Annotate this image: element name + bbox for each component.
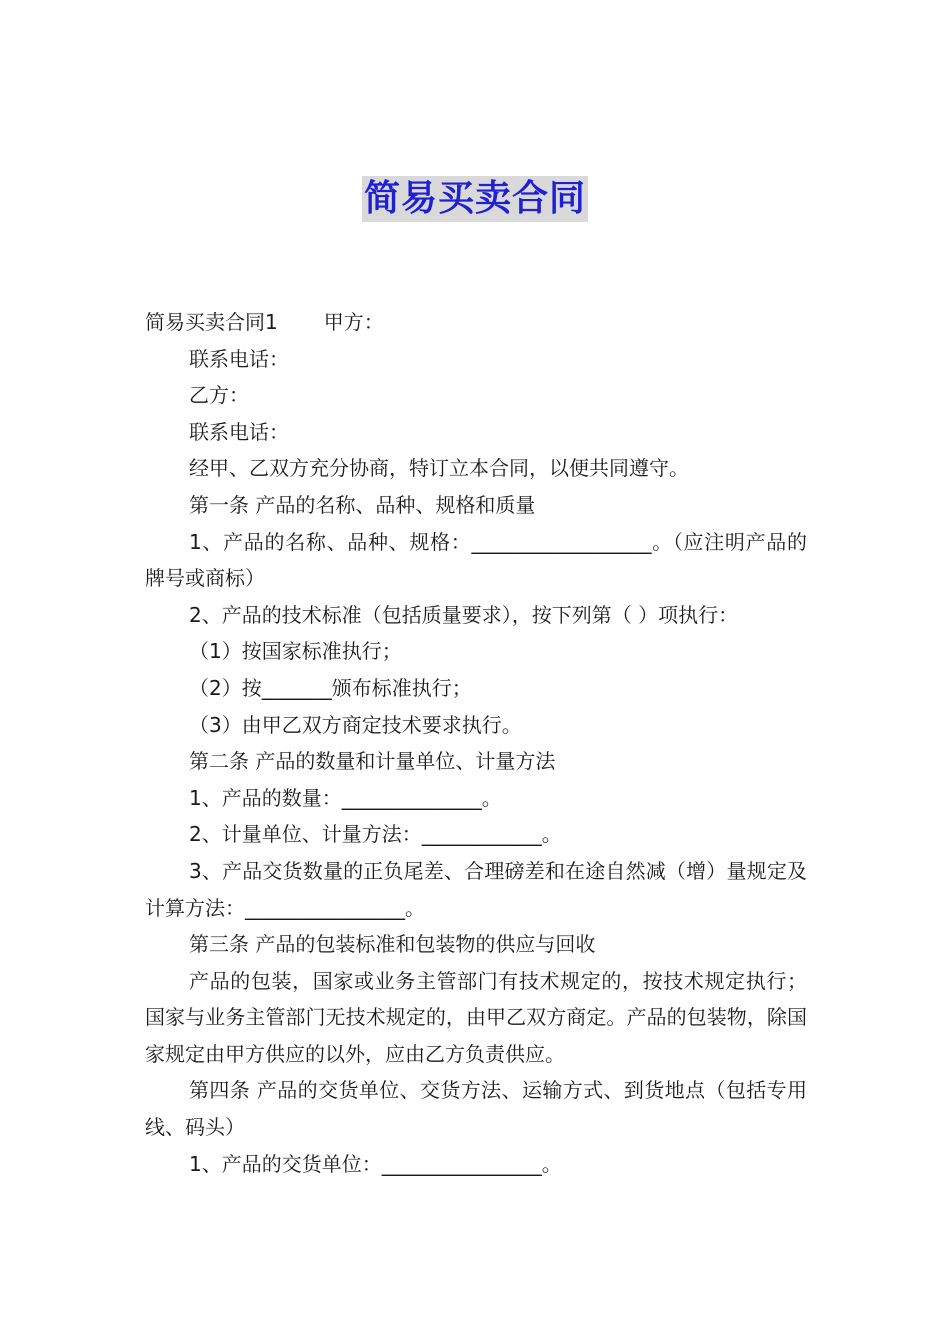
article-1-option-2: （2）按_______颁布标准执行； — [189, 675, 472, 700]
article-1-item-2: 2、产品的技术标准（包括质量要求），按下列第（ ）项执行： — [189, 602, 739, 627]
article-3-body: 产品的包装，国家或业务主管部门有技术规定的，按技术规定执行；国家与业务主管部门无技术规定的，由甲乙双方商定。产品的包装物，除国家规定由甲方供应的以外，应由乙方负责供应。 — [145, 968, 807, 1066]
header-line — [145, 304, 807, 341]
article-1-item-1: 1、产品的名称、品种、规格：__________________。（应注明产品的牌号或商标） — [145, 529, 807, 591]
document-title: 简易买卖合同 — [362, 176, 588, 222]
article-4-item-1: 1、产品的交货单位：________________。 — [189, 1151, 562, 1176]
article-1-option-3: （3）由甲乙双方商定技术要求执行。 — [189, 712, 522, 737]
header-line-right: 甲方： — [323, 310, 384, 334]
article-2-heading: 第二条 产品的数量和计量单位、计量方法 — [189, 749, 556, 774]
article-3-heading: 第三条 产品的包装标准和包装物的供应与回收 — [189, 932, 596, 957]
title-wrap — [0, 176, 950, 222]
header-line-left: 简易买卖合同1 — [145, 310, 278, 334]
article-2-item-1: 1、产品的数量：______________。 — [189, 785, 502, 810]
paragraph-party-b: 乙方： — [189, 383, 249, 408]
article-1-option-1: （1）按国家标准执行； — [189, 639, 402, 664]
article-1-heading: 第一条 产品的名称、品种、规格和质量 — [189, 492, 536, 517]
paragraph-contact-a: 联系电话： — [189, 346, 289, 371]
article-2-item-2: 2、计量单位、计量方法：____________。 — [189, 822, 562, 847]
paragraph-agreement: 经甲、乙双方充分协商，特订立本合同，以便共同遵守。 — [189, 456, 689, 481]
paragraph-contact-b: 联系电话： — [189, 419, 289, 444]
document-body — [145, 304, 807, 1182]
article-4-heading: 第四条 产品的交货单位、交货方法、运输方式、到货地点（包括专用线、码头） — [145, 1078, 807, 1140]
article-2-item-3: 3、产品交货数量的正负尾差、合理磅差和在途自然减（增）量规定及计算方法：________________。 — [145, 858, 807, 920]
